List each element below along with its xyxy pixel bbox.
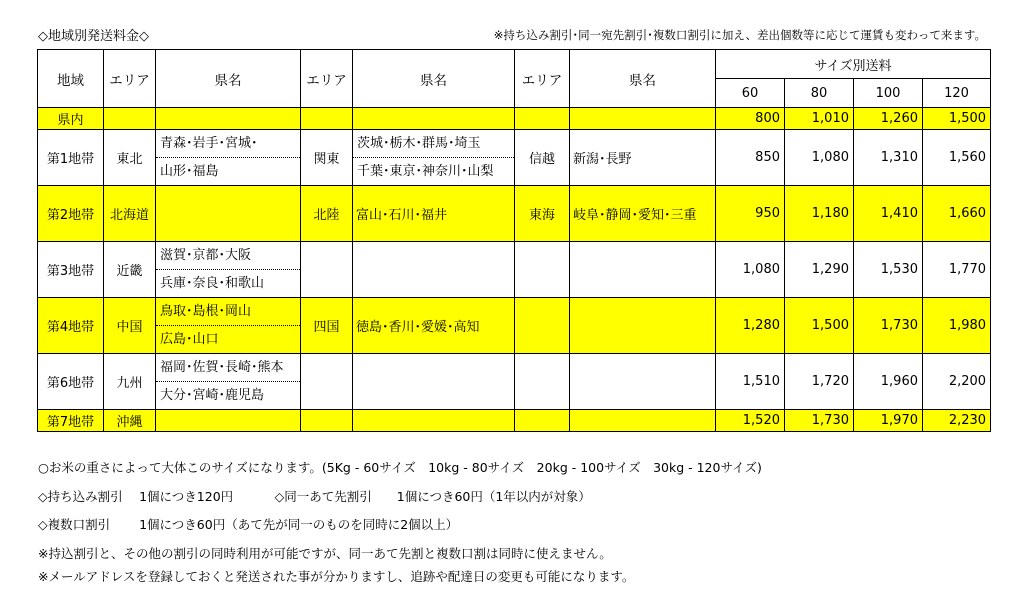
zone-cell: 県内: [38, 108, 104, 130]
header-area-2: エリア: [301, 50, 353, 108]
price-cell: 1,410: [854, 186, 923, 242]
pref-cell: [156, 354, 301, 410]
area-cell: [301, 242, 353, 298]
price-cell: 1,730: [854, 298, 923, 354]
table-row: [38, 108, 991, 130]
price-cell: 1,500: [923, 108, 991, 130]
table-row: [38, 298, 991, 354]
page-title: ◇地域別発送料金◇: [38, 29, 149, 44]
area-cell: 北陸: [301, 186, 353, 242]
pref-line: 大分･宮崎･鹿児島: [160, 388, 265, 403]
pref-line: 山形･福島: [160, 164, 219, 179]
price-cell: 1,730: [785, 410, 854, 432]
price-cell: 1,970: [854, 410, 923, 432]
price-cell: 1,280: [716, 298, 785, 354]
pref-cell: [570, 298, 716, 354]
header-size-80: 80: [785, 79, 854, 108]
area-cell: 信越: [515, 130, 570, 186]
header-size-120: 120: [923, 79, 991, 108]
pref-cell: [156, 242, 301, 298]
area-cell: 九州: [104, 354, 156, 410]
header-size-100: 100: [854, 79, 923, 108]
price-cell: 1,770: [923, 242, 991, 298]
price-cell: 1,080: [716, 242, 785, 298]
area-cell: [301, 108, 353, 130]
area-cell: 北海道: [104, 186, 156, 242]
price-cell: 2,200: [923, 354, 991, 410]
area-cell: 東北: [104, 130, 156, 186]
pref-cell: [353, 242, 515, 298]
header-pref-2: 県名: [353, 50, 515, 108]
shipping-rate-table: [37, 49, 991, 432]
price-cell: 1,310: [854, 130, 923, 186]
pref-line: 千葉･東京･神奈川･山梨: [357, 164, 494, 179]
area-cell: 沖縄: [104, 410, 156, 432]
zone-cell: 第1地帯: [38, 130, 104, 186]
pref-cell: [353, 108, 515, 130]
area-cell: 関東: [301, 130, 353, 186]
discount-line-1: ◇持ち込み割引 1個につき120円 ◇同一あて先割引 1個につき60円（1年以内が対象）: [38, 489, 591, 504]
area-cell: 東海: [515, 186, 570, 242]
pref-cell: [570, 354, 716, 410]
price-cell: 1,510: [716, 354, 785, 410]
size-weight-note: ○お米の重さによって大体このサイズになります。(5Kg - 60サイズ 10kg - 80サイズ 20kg - 100サイズ 30kg - 120サイズ): [38, 460, 762, 475]
email-note: ※メールアドレスを登録しておくと発送された事が分かりますし、追跡や配達日の変更も可能になります。: [38, 569, 635, 584]
pref-line: 滋賀･京都･大阪: [156, 242, 300, 270]
pref-cell: 富山･石川･福井: [353, 186, 515, 242]
area-cell: [515, 298, 570, 354]
table-row: [38, 354, 991, 410]
zone-cell: 第4地帯: [38, 298, 104, 354]
area-cell: [515, 354, 570, 410]
pref-cell: [570, 242, 716, 298]
table-row: [38, 186, 991, 242]
pref-cell: [353, 354, 515, 410]
table-row: [38, 242, 991, 298]
area-cell: [301, 410, 353, 432]
pref-cell: 岐阜･静岡･愛知･三重: [570, 186, 716, 242]
price-cell: 1,260: [854, 108, 923, 130]
table-row: [38, 410, 991, 432]
pref-cell: [570, 108, 716, 130]
price-cell: 950: [716, 186, 785, 242]
pref-line: 鳥取･島根･岡山: [156, 298, 300, 326]
table-row: [38, 130, 991, 186]
header-pref-3: 県名: [570, 50, 716, 108]
area-cell: 近畿: [104, 242, 156, 298]
header-zone: 地域: [38, 50, 104, 108]
header-size-60: 60: [716, 79, 785, 108]
header-pref-1: 県名: [156, 50, 301, 108]
price-cell: 1,180: [785, 186, 854, 242]
zone-cell: 第2地帯: [38, 186, 104, 242]
price-cell: 1,010: [785, 108, 854, 130]
pref-cell: [156, 130, 301, 186]
discount-note: ※持ち込み割引･同一宛先割引･複数口割引に加え、差出個数等に応じて運賃も変わって来ます。: [493, 28, 986, 42]
price-cell: 800: [716, 108, 785, 130]
pref-cell: [156, 410, 301, 432]
pref-cell: [353, 130, 515, 186]
discount-line-2: ◇複数口割引 1個につき60円（あて先が同一のものを同時に2個以上）: [38, 517, 459, 532]
price-cell: 1,080: [785, 130, 854, 186]
price-cell: 1,960: [854, 354, 923, 410]
pref-cell: 新潟･長野: [570, 130, 716, 186]
price-cell: 1,980: [923, 298, 991, 354]
header-size-group: サイズ別送料: [716, 50, 991, 79]
area-cell: 中国: [104, 298, 156, 354]
zone-cell: 第7地帯: [38, 410, 104, 432]
zone-cell: 第6地帯: [38, 354, 104, 410]
pref-cell: [353, 410, 515, 432]
header-area-1: エリア: [104, 50, 156, 108]
header-area-3: エリア: [515, 50, 570, 108]
price-cell: 2,230: [923, 410, 991, 432]
price-cell: 1,500: [785, 298, 854, 354]
price-cell: 1,720: [785, 354, 854, 410]
pref-cell: [156, 186, 301, 242]
area-cell: [515, 108, 570, 130]
pref-cell: [570, 410, 716, 432]
price-cell: 1,520: [716, 410, 785, 432]
pref-cell: 徳島･香川･愛媛･高知: [353, 298, 515, 354]
pref-line: 広島･山口: [160, 332, 219, 347]
price-cell: 1,530: [854, 242, 923, 298]
area-cell: 四国: [301, 298, 353, 354]
price-cell: 850: [716, 130, 785, 186]
price-cell: 1,560: [923, 130, 991, 186]
zone-cell: 第3地帯: [38, 242, 104, 298]
pref-cell: [156, 108, 301, 130]
pref-line: 福岡･佐賀･長崎･熊本: [156, 354, 300, 382]
price-cell: 1,660: [923, 186, 991, 242]
area-cell: [515, 410, 570, 432]
discount-caveat: ※持込割引と、その他の割引の同時利用が可能ですが、同一あて先割と複数口割は同時に使えません。: [38, 546, 612, 561]
pref-line: 青森･岩手･宮城･: [156, 130, 300, 158]
pref-line: 兵庫･奈良･和歌山: [160, 276, 265, 291]
area-cell: [104, 108, 156, 130]
pref-line: 茨城･栃木･群馬･埼玉: [353, 130, 514, 158]
area-cell: [515, 242, 570, 298]
pref-cell: [156, 298, 301, 354]
area-cell: [301, 354, 353, 410]
price-cell: 1,290: [785, 242, 854, 298]
